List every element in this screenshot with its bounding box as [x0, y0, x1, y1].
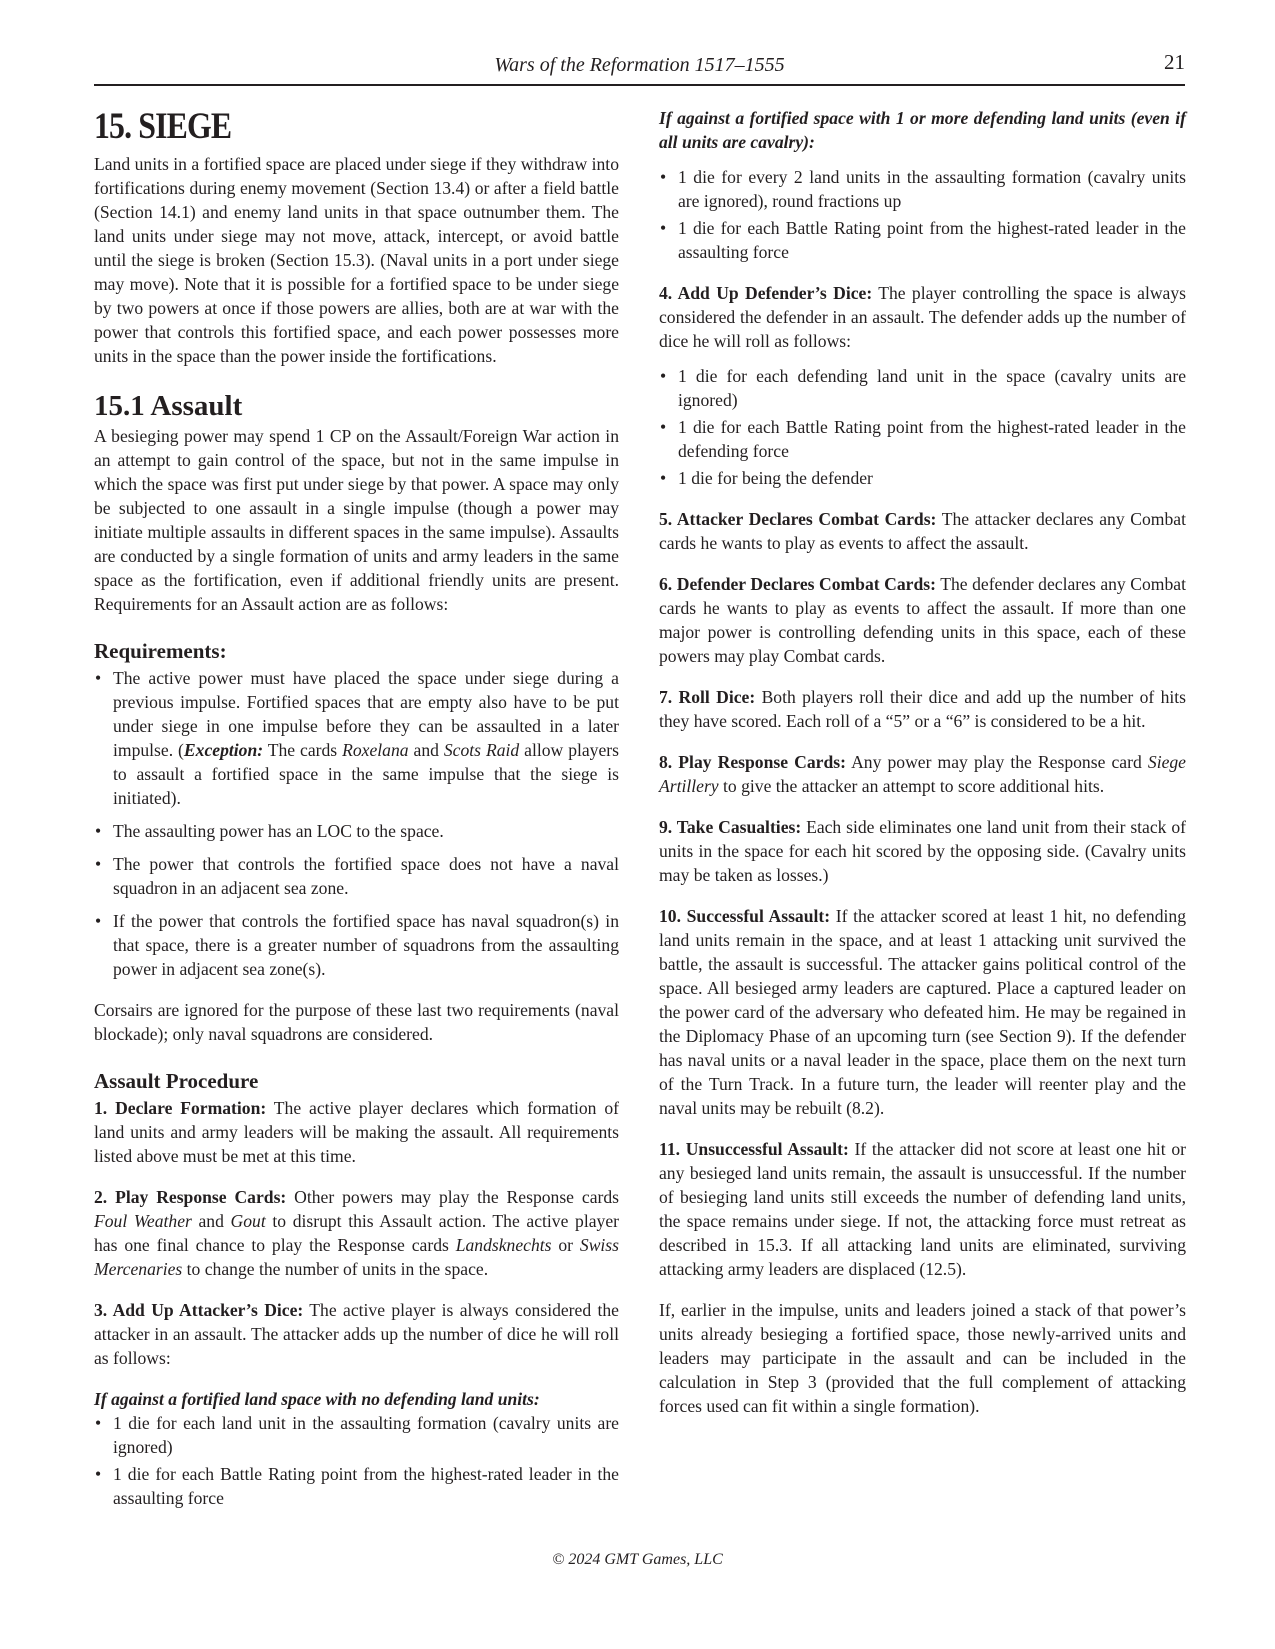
- bullet: •: [95, 854, 102, 874]
- step-6-paragraph: 6. Defender Declares Combat Cards: The defender declares any Combat cards he wants to play as events to affect the assault. If more than one major power is controlling defending units in this space, each of these powers may play Combat cards.: [659, 574, 1186, 666]
- book-title: Wars of the Reformation 1517–1555: [494, 54, 785, 76]
- section-heading-siege: 15. SIEGE: [94, 106, 232, 147]
- card-name: Gout: [230, 1211, 266, 1231]
- page-number: 21: [1164, 50, 1185, 74]
- bullet: •: [660, 468, 667, 488]
- list-item: • The active power must have placed the space under siege during a previous impulse. Fortified spaces that are empty also have to be put under siege in one impulse before they can be assaulted in a later impulse. (Exception: The cards Roxelana and Scots Raid allow players to assault a fortified space in the same impulse that the siege is initiated).: [95, 668, 619, 808]
- closing-paragraph: If, earlier in the impulse, units and leaders joined a stack of that power’s units already besieging a fortified space, those newly-arrived units and leaders may participate in the assault and can be included in the calculation in Step 3 (provided that the full complement of attacking forces used can fit within a single formation).: [659, 1300, 1186, 1416]
- step-8-paragraph: 8. Play Response Cards: Any power may play the Response card Siege Artillery to give the attacker an attempt to score additional hits.: [659, 752, 1186, 796]
- requirements-list: [94, 666, 619, 981]
- right-column: [659, 106, 1186, 1418]
- card-name: Landsknechts: [455, 1235, 552, 1255]
- exception-label: Exception:: [183, 740, 264, 760]
- list-item: • 1 die for each Battle Rating point from the highest-rated leader in the defending force: [660, 417, 1186, 461]
- list-item: • If the power that controls the fortified space has naval squadron(s) in that space, there is a greater number of squadrons from the assaulting power in adjacent sea zone(s).: [95, 911, 619, 979]
- bullet: •: [95, 668, 102, 688]
- step-5-paragraph: 5. Attacker Declares Combat Cards: The attacker declares any Combat cards he wants to play as events to affect the assault.: [659, 509, 1186, 553]
- assault-procedure-heading: Assault Procedure: [94, 1069, 259, 1093]
- card-name: Scots Raid: [443, 740, 520, 760]
- step-4-paragraph: 4. Add Up Defender’s Dice: The player controlling the space is always considered the defender in an assault. The defender adds up the number of dice he will roll as follows:: [659, 283, 1186, 351]
- step-9-paragraph: 9. Take Casualties: Each side eliminates one land unit from their stack of units in the space for each hit scored by the opposing side. (Cavalry units may be taken as losses.): [659, 817, 1186, 885]
- step-label: 2. Play Response Cards:: [94, 1187, 287, 1207]
- step-3-paragraph: 3. Add Up Attacker’s Dice: The active player is always considered the attacker in an assault. The attacker adds up the number of dice he will roll as follows:: [94, 1300, 619, 1368]
- bullet: •: [660, 167, 667, 187]
- list-item: • 1 die for each Battle Rating point from the highest-rated leader in the assaulting force: [95, 1464, 619, 1508]
- list-item: • 1 die for each defending land unit in the space (cavalry units are ignored): [660, 366, 1186, 410]
- attacker-dice-list-no-defenders: [94, 1411, 619, 1510]
- step-label: 10. Successful Assault:: [659, 906, 831, 926]
- bullet: •: [660, 218, 667, 238]
- step-label: 1. Declare Formation:: [94, 1098, 267, 1118]
- condition-no-defenders: If against a fortified land space with no defending land units:: [94, 1389, 540, 1409]
- bullet: •: [95, 1464, 102, 1484]
- running-header: [94, 50, 1185, 86]
- step-label: 9. Take Casualties:: [659, 817, 802, 837]
- step-label: 8. Play Response Cards:: [659, 752, 846, 772]
- step-label: 6. Defender Declares Combat Cards:: [659, 574, 936, 594]
- defender-dice-list: [659, 364, 1186, 490]
- bullet: •: [95, 911, 102, 931]
- list-item: • 1 die for each land unit in the assaulting formation (cavalry units are ignored): [95, 1413, 619, 1457]
- assault-intro-paragraph: A besieging power may spend 1 CP on the Assault/Foreign War action in an attempt to gain control of the space, but not in the same impulse in which the space was first put under siege by that power. A space may only be subjected to one assault in a single impulse (though a power may initiate multiple assaults in different spaces in the same impulse). Assaults are conducted by a single formation of units and army leaders in the same space as the fortification, even if additional friendly units are present. Requirements for an Assault action are as follows:: [94, 426, 619, 614]
- list-item: • 1 die for being the defender: [660, 468, 873, 488]
- step-label: 11. Unsuccessful Assault:: [659, 1139, 849, 1159]
- card-name: Foul Weather: [94, 1211, 192, 1231]
- step-label: 5. Attacker Declares Combat Cards:: [659, 509, 937, 529]
- copyright-footer: © 2024 GMT Games, LLC: [552, 1551, 723, 1568]
- bullet: •: [95, 821, 102, 841]
- card-name: Siege Artillery: [659, 752, 1186, 796]
- bullet: •: [95, 1413, 102, 1433]
- list-item: • The power that controls the fortified space does not have a naval squadron in an adjacent sea zone.: [95, 854, 619, 898]
- left-column: [94, 106, 619, 1510]
- card-name: Roxelana: [342, 740, 409, 760]
- bullet: •: [660, 366, 667, 386]
- condition-with-defenders: If against a fortified space with 1 or more defending land units (even if all units are cavalry):: [659, 108, 1186, 152]
- bullet: •: [660, 417, 667, 437]
- subsection-heading-assault: 15.1 Assault: [94, 390, 243, 422]
- list-item: • 1 die for every 2 land units in the assaulting formation (cavalry units are ignored), round fractions up: [660, 167, 1186, 211]
- step-11-paragraph: 11. Unsuccessful Assault: If the attacker did not score at least one hit or any besieged land units remain, the assault is unsuccessful. If the number of besieging land units still exceeds the number of defending land units, the space remains under siege. If not, the attacking force must retreat as described in 15.3. If all attacking land units are eliminated, surviving attacking army leaders are displaced (12.5).: [659, 1139, 1186, 1279]
- corsairs-paragraph: Corsairs are ignored for the purpose of these last two requirements (naval blockade); only naval squadrons are considered.: [94, 1000, 619, 1044]
- step-2-paragraph: 2. Play Response Cards: Other powers may play the Response cards Foul Weather and Gout to disrupt this Assault action. The active player has one final chance to play the Response cards Landsknechts or Swiss Mercenaries to change the number of units in the space.: [94, 1187, 620, 1279]
- step-10-paragraph: 10. Successful Assault: If the attacker scored at least 1 hit, no defending land units remain in the space, and at least 1 attacking unit survived the battle, the assault is successful. The attacker gains political control of the space. All besieged army leaders are captured. Place a captured leader on the power card of the adversary who defeated him. He may be regained in the Diplomacy Phase of an upcoming turn (see Section 9). If the defender has naval units or a naval leader in the space, place them on the next turn of the Turn Track. In a future turn, the leader will reenter play and the naval units may be rebuilt (8.2).: [659, 906, 1186, 1118]
- siege-intro-paragraph: Land units in a fortified space are placed under siege if they withdraw into fortifications during enemy movement (Section 13.4) or after a field battle (Section 14.1) and enemy land units in that space outnumber them. The land units under siege may not move, attack, intercept, or avoid battle until the siege is broken (Section 15.3). (Naval units in a port under siege may move). Note that it is possible for a fortified space to be under siege by two powers at once if those powers are allies, both are at war with the power that controls this fortified space, and each power possesses more units in the space than the power inside the fortifications.: [94, 154, 619, 366]
- step-label: 3. Add Up Attacker’s Dice:: [94, 1300, 304, 1320]
- attacker-dice-list-with-defenders: [659, 165, 1186, 264]
- step-label: 4. Add Up Defender’s Dice:: [659, 283, 873, 303]
- step-7-paragraph: 7. Roll Dice: Both players roll their dice and add up the number of hits they have scored. Each roll of a “5” or a “6” is considered to be a hit.: [659, 687, 1187, 731]
- list-item: • 1 die for each Battle Rating point from the highest-rated leader in the assaulting force: [660, 218, 1186, 262]
- step-1-paragraph: 1. Declare Formation: The active player declares which formation of land units and army leaders will be making the assault. All requirements listed above must be met at this time.: [94, 1098, 619, 1166]
- requirements-heading: Requirements:: [94, 639, 227, 663]
- list-item: • The assaulting power has an LOC to the space.: [95, 821, 444, 841]
- step-label: 7. Roll Dice:: [659, 687, 756, 707]
- card-name: Swiss Mercenaries: [94, 1235, 620, 1279]
